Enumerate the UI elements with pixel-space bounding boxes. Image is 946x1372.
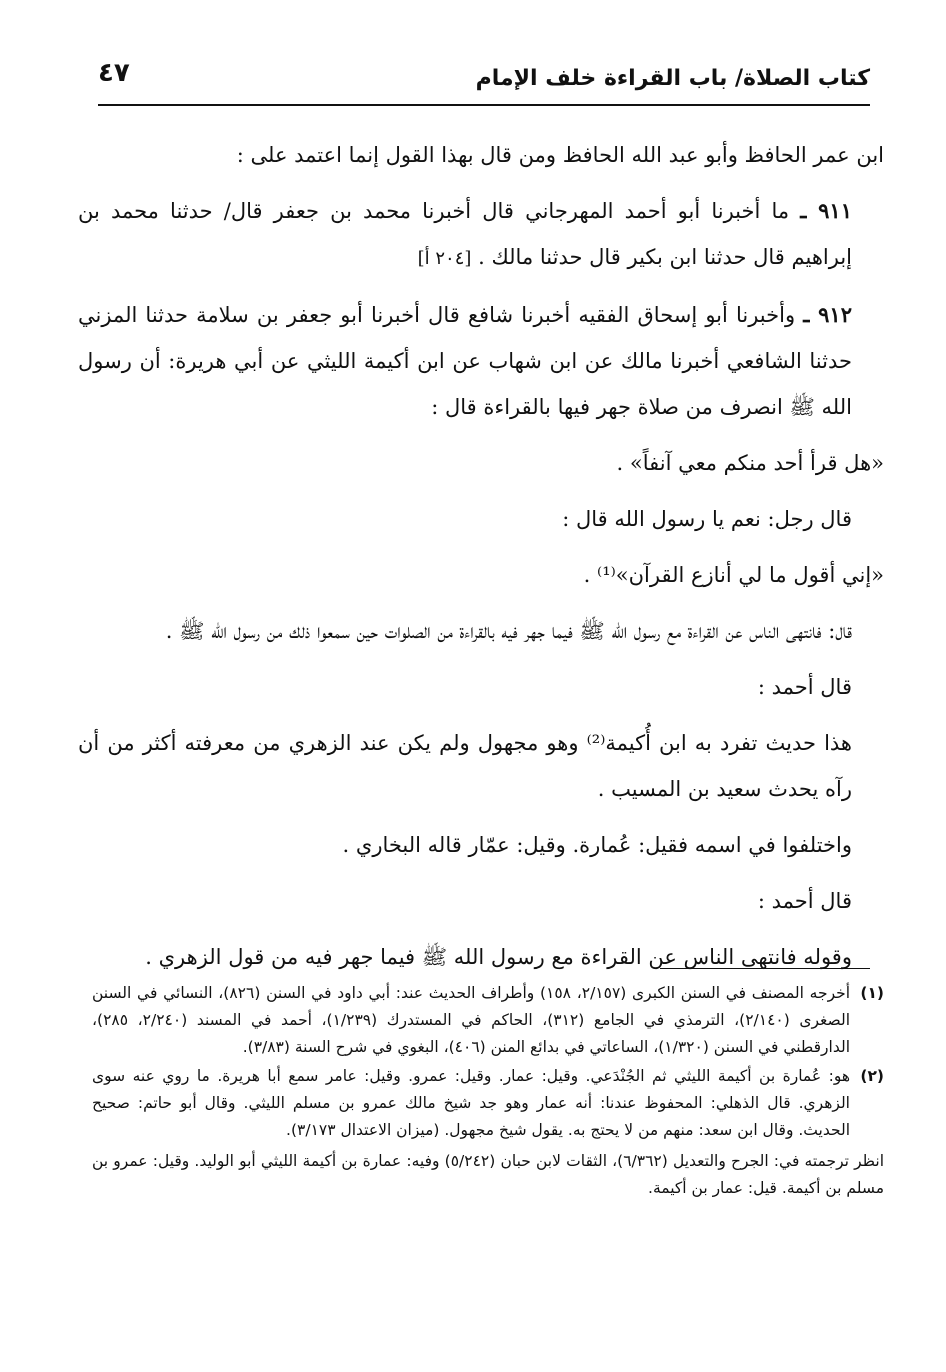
footnotes [92, 980, 884, 1202]
page-number: ٤٧ [98, 58, 130, 88]
footnote-2-text: هو: عُمارة بن أكيمة الليثي ثم الجُنْدَعي. وقيل: عمار. وقيل: عمرو. وقيل: عامر سمع أبا هريرة. ما روي عنه سوى الزهري. قال الذهلي: المحفوظ عندنا: أنه عمار وهو جد شيخ مالك عمرو بن مسلم الليثي. وقال أبو حاتم: صحيح الحديث. وقال ابن سعد: منهم من لا يحتج به. يقول شيخ مجهول. (ميزان الاعتدال ٣/١٧٣). [92, 1067, 850, 1139]
ahmad-said-1: قال أحمد : [757, 675, 852, 699]
footnote-2-continuation: انظر ترجمته في: الجرح والتعديل (٦/٣٦٢)، الثقات لابن حبان (٥/٢٤٢) وفيه: عمارة بن أكيمة الليثي أبو الوليد. وقيل: عمرو بن مسلم بن أكيمة. قيل: عمار بن أكيمة. [92, 1152, 884, 1197]
hadith-number-912: ٩١٢ ـ [803, 302, 852, 327]
running-title: كتاب الصلاة/ باب القراءة خلف الإمام [475, 66, 870, 91]
hadith-911 [78, 188, 884, 282]
man-reply: قال رجل: نعم يا رسول الله قال : [562, 507, 852, 531]
quote-prophet: «إني أقول ما لي أنازع القرآن»⁽¹⁾ . [583, 563, 884, 587]
footnote-1-mark: (١) [860, 984, 884, 1002]
page-header [98, 52, 870, 102]
ahmad-said-2: قال أحمد : [757, 889, 852, 913]
zuhri-statement: وقوله فانتهى الناس عن القراءة مع رسول الله ﷺ فيما جهر فيه من قول الزهري . [145, 945, 852, 969]
hadith-912-text: وأخبرنا أبو إسحاق الفقيه أخبرنا شافع قال أخبرنا أبو جعفر بن سلامة حدثنا المزني حدثنا الشافعي أخبرنا مالك عن ابن شهاب عن ابن أكيمة الليثي عن أبي هريرة: أن رسول الله ﷺ انصرف من صلاة جهر فيها بالقراءة قال : [78, 303, 852, 419]
paragraph-intro: ابن عمر الحافظ وأبو عبد الله الحافظ ومن قال بهذا القول إنما اعتمد على : [236, 143, 884, 167]
footnote-1-text: أخرجه المصنف في السنن الكبرى (٢/١٥٧، ١٥٨) وأطراف الحديث عند: أبي داود في السنن (٨٢٦)، النسائي في السنن الصغرى (٢/١٤٠)، الترمذي في الجامع (٣١٢)، الحاكم في المستدرك (١/٢٣٩)، أحمد في المسند (٢/٢٤٠، ٢٨٥)، الدارقطني في السنن (١/٣٢٠)، الساعاتي في بدائع المنن (٤٠٦)، البغوي في شرح السنة (٣/٨٣). [92, 984, 851, 1056]
people-stopped: قال: فانتهى الناس عن القراءة مع رسول الله ﷺ فيما جهر فيه بالقراءة من الصلوات حين سمعوا ذلك من رسول الله ﷺ . [165, 619, 852, 643]
header-divider [98, 104, 870, 106]
hadith-911-text: ما أخبرنا أبو أحمد المهرجاني قال أخبرنا محمد بن جعفر قال/ حدثنا محمد بن إبراهيم قال حدثنا ابن بكير قال حدثنا مالك . [78, 199, 852, 269]
hadith-number-911: ٩١١ ـ [800, 198, 852, 223]
manuscript-folio-ref: [٢٠٤ أ] [417, 248, 472, 269]
footnote-1 [92, 980, 884, 1061]
name-dispute: واختلفوا في اسمه فقيل: عُمارة. وقيل: عمّار قاله البخاري . [342, 833, 852, 857]
main-text [78, 132, 884, 990]
hadith-912 [78, 292, 884, 430]
ahmad-comment: هذا حديث تفرد به ابن أُكيمة⁽²⁾ وهو مجهول ولم يكن عند الزهري من معرفته أكثر من أن رآه يحدث سعيد بن المسيب . [78, 731, 852, 801]
footnote-2 [92, 1063, 884, 1144]
quote-question: «هل قرأ أحد منكم معي آنفاً» . [616, 451, 884, 475]
footnote-2-mark: (٢) [860, 1067, 884, 1085]
footnote-divider [660, 968, 870, 969]
